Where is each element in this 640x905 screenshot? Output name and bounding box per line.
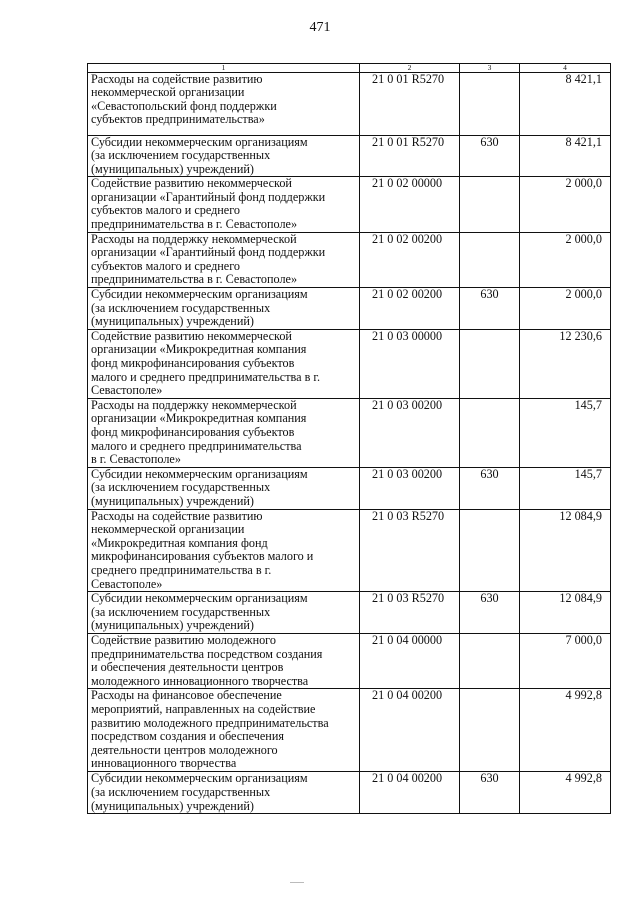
row-expense-type bbox=[460, 509, 520, 592]
row-expense-type: 630 bbox=[460, 772, 520, 814]
table-row bbox=[88, 232, 611, 287]
table-row bbox=[88, 467, 611, 509]
row-expense-type: 630 bbox=[460, 467, 520, 509]
row-expense-type bbox=[460, 634, 520, 689]
row-description: Содействие развитию некоммерческой организации «Микрокредитная компания фонд микрофинансирования субъектов малого и среднего предпринимательства в г. Севастополе» bbox=[88, 329, 360, 398]
table-row bbox=[88, 72, 611, 135]
row-code: 21 0 03 00200 bbox=[360, 398, 460, 467]
row-expense-type bbox=[460, 177, 520, 232]
header-cell-2: 2 bbox=[360, 64, 460, 73]
row-amount: 4 992,8 bbox=[520, 689, 611, 772]
row-code: 21 0 02 00000 bbox=[360, 177, 460, 232]
row-amount: 12 084,9 bbox=[520, 509, 611, 592]
row-amount: 7 000,0 bbox=[520, 634, 611, 689]
table-row bbox=[88, 509, 611, 592]
row-code: 21 0 02 00200 bbox=[360, 232, 460, 287]
row-code: 21 0 01 R5270 bbox=[360, 72, 460, 135]
table-row bbox=[88, 398, 611, 467]
row-expense-type bbox=[460, 232, 520, 287]
table-row bbox=[88, 772, 611, 814]
row-amount: 2 000,0 bbox=[520, 177, 611, 232]
row-code: 21 0 04 00200 bbox=[360, 689, 460, 772]
row-code: 21 0 04 00200 bbox=[360, 772, 460, 814]
header-cell-4: 4 bbox=[520, 64, 611, 73]
row-description: Расходы на содействие развитию некоммерческой организации «Микрокредитная компания фонд микрофинансирования субъектов малого и среднего предпринимательства в г. Севастополе» bbox=[88, 509, 360, 592]
row-description: Субсидии некоммерческим организациям (за исключением государственных (муниципальных) учреждений) bbox=[88, 135, 360, 177]
table-row bbox=[88, 177, 611, 232]
row-description: Субсидии некоммерческим организациям (за исключением государственных (муниципальных) учреждений) bbox=[88, 288, 360, 330]
row-amount: 12 230,6 bbox=[520, 329, 611, 398]
scan-mark bbox=[290, 882, 304, 883]
row-amount: 145,7 bbox=[520, 398, 611, 467]
row-description: Субсидии некоммерческим организациям (за исключением государственных (муниципальных) учреждений) bbox=[88, 772, 360, 814]
header-cell-3: 3 bbox=[460, 64, 520, 73]
row-amount: 8 421,1 bbox=[520, 135, 611, 177]
row-expense-type bbox=[460, 329, 520, 398]
row-amount: 2 000,0 bbox=[520, 232, 611, 287]
row-description: Расходы на поддержку некоммерческой организации «Гарантийный фонд поддержки субъектов малого и среднего предпринимательства в г. Севастополе» bbox=[88, 232, 360, 287]
table-row bbox=[88, 634, 611, 689]
row-expense-type bbox=[460, 398, 520, 467]
row-expense-type bbox=[460, 689, 520, 772]
row-expense-type: 630 bbox=[460, 135, 520, 177]
row-code: 21 0 03 R5270 bbox=[360, 592, 460, 634]
table-row bbox=[88, 592, 611, 634]
row-description: Расходы на поддержку некоммерческой организации «Микрокредитная компания фонд микрофинансирования субъектов малого и среднего предпринимательства в г. Севастополе» bbox=[88, 398, 360, 467]
row-amount: 12 084,9 bbox=[520, 592, 611, 634]
row-expense-type: 630 bbox=[460, 288, 520, 330]
row-expense-type: 630 bbox=[460, 592, 520, 634]
page-number: 471 bbox=[309, 20, 331, 35]
row-description: Содействие развитию некоммерческой организации «Гарантийный фонд поддержки субъектов малого и среднего предпринимательства в г. Севастополе» bbox=[88, 177, 360, 232]
table-row bbox=[88, 288, 611, 330]
table-row bbox=[88, 329, 611, 398]
row-description: Расходы на финансовое обеспечение мероприятий, направленных на содействие развитию молодежного предпринимательства посредством создания и обеспечения деятельности центров молодежного инновационного творчества bbox=[88, 689, 360, 772]
row-code: 21 0 03 00200 bbox=[360, 467, 460, 509]
table-body bbox=[88, 64, 611, 814]
row-description: Расходы на содействие развитию некоммерческой организации «Севастопольский фонд поддержки субъектов предпринимательства» bbox=[88, 72, 360, 135]
row-amount: 4 992,8 bbox=[520, 772, 611, 814]
row-amount: 2 000,0 bbox=[520, 288, 611, 330]
header-cell-1: 1 bbox=[88, 64, 360, 73]
row-description: Содействие развитию молодежного предпринимательства посредством создания и обеспечения деятельности центров молодежного инновационного творчества bbox=[88, 634, 360, 689]
table-row bbox=[88, 689, 611, 772]
row-code: 21 0 04 00000 bbox=[360, 634, 460, 689]
row-code: 21 0 03 00000 bbox=[360, 329, 460, 398]
row-code: 21 0 02 00200 bbox=[360, 288, 460, 330]
row-description: Субсидии некоммерческим организациям (за исключением государственных (муниципальных) учреждений) bbox=[88, 467, 360, 509]
row-amount: 8 421,1 bbox=[520, 72, 611, 135]
row-code: 21 0 03 R5270 bbox=[360, 509, 460, 592]
row-description: Субсидии некоммерческим организациям (за исключением государственных (муниципальных) учреждений) bbox=[88, 592, 360, 634]
row-expense-type bbox=[460, 72, 520, 135]
row-amount: 145,7 bbox=[520, 467, 611, 509]
table-header-row bbox=[88, 64, 611, 73]
table-row bbox=[88, 135, 611, 177]
budget-table bbox=[87, 63, 611, 814]
row-code: 21 0 01 R5270 bbox=[360, 135, 460, 177]
